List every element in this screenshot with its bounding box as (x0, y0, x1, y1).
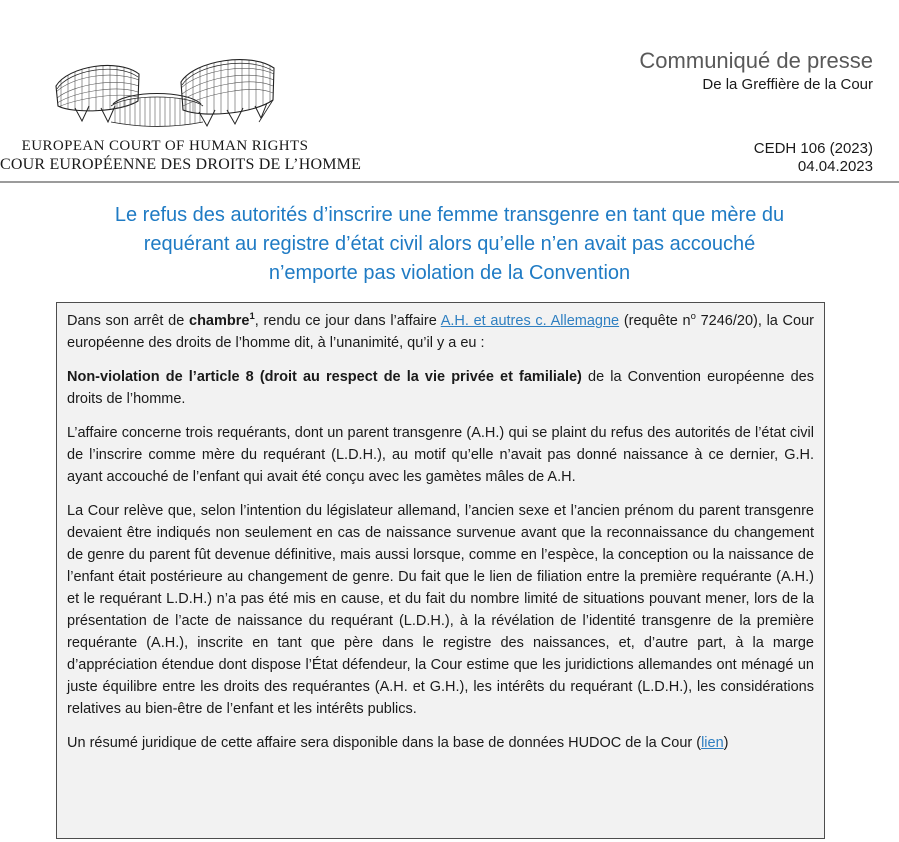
page-title-line-2: requérant au registre d’état civil alors qu’elle n’en avait pas accouché (143, 233, 756, 255)
org-name-french: COUR EUROPÉENNE DES DROITS DE L’HOMME (0, 156, 362, 173)
hudoc-lien-link[interactable]: lien (701, 735, 724, 751)
page-title-line-3: n’emporte pas violation de la Convention (268, 262, 631, 284)
body-paragraph: L’affaire concerne trois requérants, dont un parent transgenre (A.H.) qui se plaint du refus des autorités de l’état civil de l’inscrire comme mère du requérant (L.D.H.), au motif qu’elle n’avait pas donné naissance à ce dernier, G.H. ayant accouché de l’enfant qui avait été conçu avec les gamètes mâles de A.H. (67, 425, 814, 485)
body-paragraph: La Cour relève que, selon l’intention du législateur allemand, l’ancien sexe et l’ancien prénom du parent transgenre devaient être indiqués non seulement en cas de naissance survenue avant que la reconnaissance du changement de genre du parent fût devenue définitive, mais aussi lorsque, comme en l’espèce, la conception ou la naissance de l’enfant était postérieure au changement de genre. Du fait que le lien de filiation entre la première requérante (A.H.) et le requérant L.D.H.) n’a pas été mis en cause, et du fait du nombre limité de situations pouvant mener, lors de la présentation de l’acte de naissance du requérant (L.D.H.), à la révélation de l’identité transgenre de la première requérante (A.H.), inscrite en tant que père dans le registre des naissances, et, d’autre part, à la marge d’appréciation étendue dont dispose l’État défendeur, la Cour estime que les juridictions allemandes ont ménagé un juste équilibre entre les droits des requérantes (A.H. et G.H.), les intérêts du requérant (L.D.H.), les considérations relatives au bien-être de l’enfant et les intérêts publics. (67, 503, 814, 717)
body-paragraph: Non-violation de l’article 8 (droit au respect de la vie privée et familiale) de la Convention européenne des droits de l’homme. (67, 369, 814, 407)
footnote-ref-1: 1 (249, 311, 255, 323)
summary-box (56, 302, 825, 839)
body-paragraph: Un résumé juridique de cette affaire sera disponible dans la base de données HUDOC de la Cour (lien) (67, 735, 729, 751)
page-title (0, 201, 899, 288)
header-divider (0, 181, 899, 183)
body-paragraph: Dans son arrêt de chambre$^1$, rendu ce jour dans l’affaire A.H. et autres c. Allemagne (requête $n^o$ 7246/20), la Cour européenne des droits de l’homme dit, à l’unanimité, qu’il y a eu : (67, 311, 814, 351)
document-type-title: Communiqué de presse (639, 48, 873, 73)
press-release-date: 04.04.2023 (797, 158, 873, 175)
document-subtitle: De la Greffière de la Cour (702, 76, 873, 93)
echr-building-logo (53, 56, 277, 134)
org-name-english: EUROPEAN COURT OF HUMAN RIGHTS (21, 138, 309, 154)
page-title-line-1: Le refus des autorités d’inscrire une femme transgenre en tant que mère du (114, 204, 785, 226)
press-release-number: CEDH 106 (2023) (753, 140, 873, 157)
court-logo-block (0, 47, 362, 174)
press-release-header (639, 49, 873, 176)
case-link[interactable]: A.H. et autres c. Allemagne (440, 313, 620, 329)
